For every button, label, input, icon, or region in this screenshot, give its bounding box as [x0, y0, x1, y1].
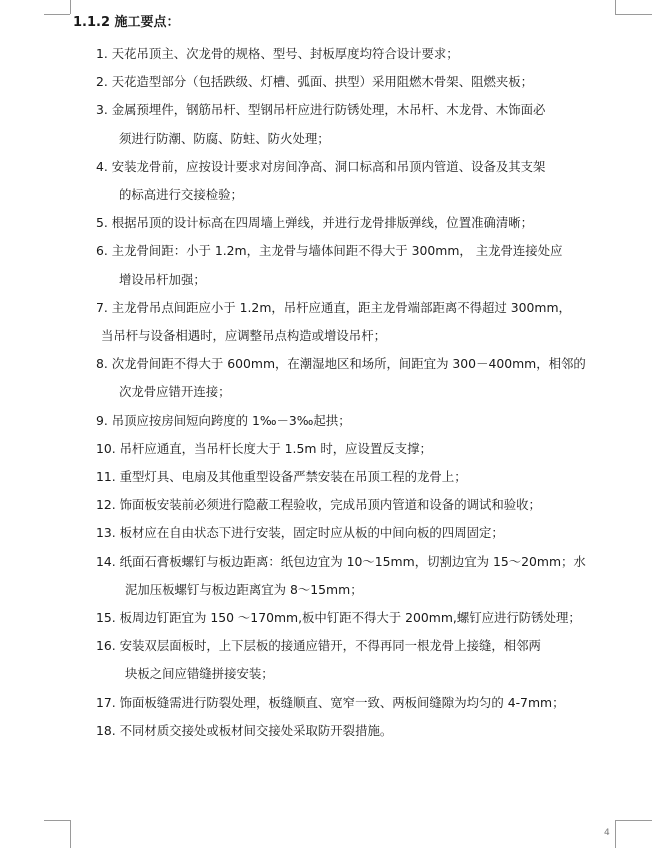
list-item-text: 吊杆应通直，当吊杆长度大于 1.5m 时，应设置反支撑； — [119, 440, 432, 456]
list-item-number: 9. — [96, 412, 112, 428]
list-item-number: 18. — [96, 722, 120, 738]
list-item-number: 3. — [96, 102, 112, 118]
list-item-text: 主龙骨间距：小于 1.2m，主龙骨与墙体间距不得大于 300mm， 主龙骨连接处应 — [111, 243, 563, 259]
list-item — [96, 68, 626, 96]
list-item — [96, 96, 626, 152]
list-item-number: 14. — [96, 553, 120, 569]
list-item — [96, 717, 626, 745]
list-item-continuation: 次龙骨应错开连接； — [119, 384, 231, 400]
list-item-text: 吊顶应按房间短向跨度的 1‰－3‰起拱； — [111, 412, 351, 428]
list-item-continuation: 块板之间应错缝拼接安装； — [125, 666, 274, 682]
list-item-number: 5. — [96, 215, 112, 231]
list-item-continuation: 增设吊杆加强； — [119, 271, 206, 287]
page-number: 4 — [604, 828, 610, 838]
list-item — [96, 689, 626, 717]
list-item — [96, 548, 626, 604]
list-item — [96, 604, 626, 632]
list-item-number: 12. — [96, 497, 120, 513]
list-item-number: 16. — [96, 638, 120, 654]
crop-mark-top-left — [70, 0, 71, 14]
list-item — [96, 435, 626, 463]
list-item — [96, 350, 626, 406]
list-item-number: 4. — [96, 158, 112, 174]
list-item-number: 10. — [96, 440, 120, 456]
crop-mark-top-right — [615, 14, 652, 15]
list-item — [96, 519, 626, 547]
list-item — [96, 153, 626, 209]
section-heading: 1.1.2 施工要点： — [73, 15, 180, 30]
list-item-text: 根据吊顶的设计标高在四周墙上弹线，并进行龙骨排版弹线，位置准确清晰； — [111, 215, 534, 231]
list-item-continuation: 泥加压板螺钉与板边距离宜为 8～15mm； — [125, 581, 363, 597]
list-item-text: 饰面板缝需进行防裂处理，板缝顺直、宽窄一致、两板间缝隙为均匀的 4-7mm； — [119, 694, 565, 710]
list-item-number: 13. — [96, 525, 120, 541]
list-item-text: 板材应在自由状态下进行安装，固定时应从板的中间向板的四周固定； — [119, 525, 504, 541]
list-item — [96, 209, 626, 237]
list-item-text: 主龙骨吊点间距应小于 1.2m，吊杆应通直，距主龙骨端部距离不得超过 300mm， — [111, 299, 571, 315]
list-item-continuation: 须进行防潮、防腐、防蛀、防火处理； — [119, 130, 330, 146]
list-item-text: 天花造型部分（包括跌级、灯槽、弧面、拱型）采用阻燃木骨架、阻燃夹板； — [111, 74, 534, 90]
list-item-number: 17. — [96, 694, 120, 710]
list-item-number: 1. — [96, 46, 112, 61]
list-item — [96, 407, 626, 435]
crop-mark-bottom-right — [615, 820, 652, 821]
list-item-text: 纸面石膏板螺钉与板边距离：纸包边宜为 10～15mm，切割边宜为 15～20mm；水 — [119, 553, 586, 569]
requirements-list — [96, 40, 626, 745]
list-item-text: 安装龙骨前，应按设计要求对房间净高、洞口标高和吊顶内管道、设备及其支架 — [111, 158, 546, 174]
list-item-text: 饰面板安装前必须进行隐蔽工程验收，完成吊顶内管道和设备的调试和验收； — [119, 497, 541, 513]
list-item-text: 次龙骨间距不得大于 600mm，在潮湿地区和场所，间距宜为 300－400mm，相邻的 — [111, 356, 586, 372]
list-item-number: 8. — [96, 356, 112, 372]
list-item-number: 15. — [96, 610, 120, 626]
list-item — [96, 491, 626, 519]
list-item-number: 6. — [96, 243, 112, 259]
list-item-number: 2. — [96, 74, 112, 90]
list-item-number: 7. — [96, 299, 112, 315]
list-item-text: 金属预埋件，钢筋吊杆、型钢吊杆应进行防锈处理，木吊杆、木龙骨、木饰面必 — [111, 102, 546, 118]
crop-mark-bottom-left — [44, 820, 70, 821]
crop-mark-bottom-right — [615, 820, 616, 848]
list-item-text: 板周边钉距宜为 150 ～170mm,板中钉距不得大于 200mm,螺钉应进行防锈处理； — [119, 610, 581, 626]
list-item-text: 安装双层面板时，上下层板的接通应错开，不得再同一根龙骨上接缝，相邻两 — [119, 638, 541, 654]
list-item — [96, 40, 626, 68]
list-item-text: 天花吊顶主、次龙骨的规格、型号、封板厚度均符合设计要求； — [111, 46, 459, 61]
list-item-continuation: 当吊杆与设备相遇时，应调整吊点构造或增设吊杆； — [101, 328, 386, 344]
list-item — [96, 294, 626, 350]
crop-mark-bottom-left — [70, 820, 71, 848]
list-item-text: 不同材质交接处或板材间交接处采取防开裂措施。 — [119, 722, 393, 738]
list-item — [96, 632, 626, 688]
list-item-number: 11. — [96, 469, 120, 485]
list-item — [96, 237, 626, 293]
list-item-continuation: 的标高进行交接检验； — [119, 187, 243, 203]
crop-mark-top-left — [44, 14, 70, 15]
list-item — [96, 463, 626, 491]
crop-mark-top-right — [615, 0, 616, 14]
list-item-text: 重型灯具、电扇及其他重型设备严禁安装在吊顶工程的龙骨上； — [119, 469, 467, 485]
